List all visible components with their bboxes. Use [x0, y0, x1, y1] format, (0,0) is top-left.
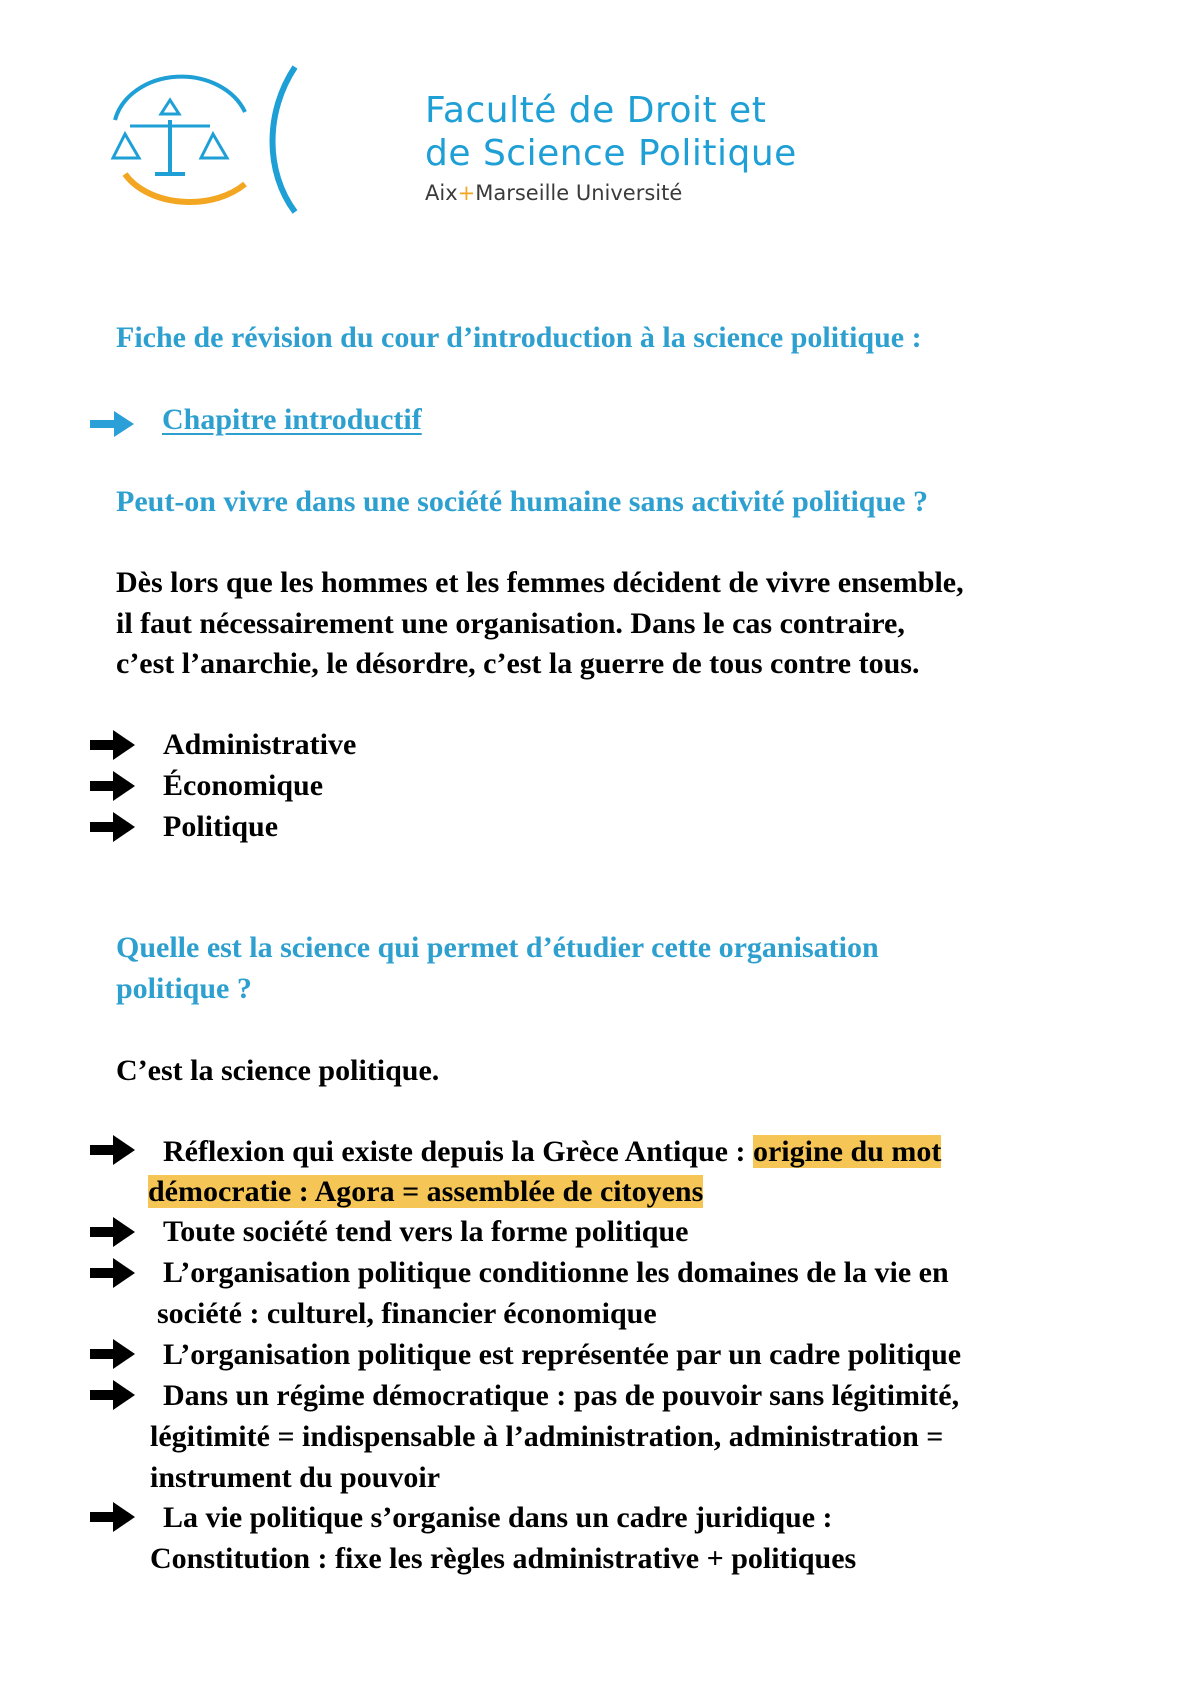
question-2-line: Quelle est la science qui permet d’étudier cette organisation: [116, 931, 879, 964]
logo-university: [425, 181, 682, 205]
list-item: Économique: [163, 769, 324, 802]
logo-univ-suffix: Marseille Université: [475, 181, 683, 205]
question-1: Peut-on vivre dans une société humaine sans activité politique ?: [116, 485, 928, 518]
arrow-right-icon: [88, 1378, 138, 1412]
bullet-5-line: légitimité = indispensable à l’administration, administration =: [150, 1420, 944, 1453]
bullet-4: L’organisation politique est représentée par un cadre politique: [163, 1338, 962, 1371]
logo-line-1: Faculté de Droit et: [425, 90, 767, 131]
bullet-1-text: Réflexion qui existe depuis la Grèce Antique :: [163, 1135, 753, 1168]
arrow-right-icon: [88, 1500, 138, 1534]
arrow-right-icon: [88, 1215, 138, 1249]
list-item: Politique: [163, 810, 279, 843]
scales-of-justice-icon: [95, 62, 405, 232]
chapter-heading: Chapitre introductif: [162, 403, 422, 436]
arrow-right-icon: [88, 1256, 138, 1290]
bullet-6-line: La vie politique s’organise dans un cadre juridique :: [163, 1501, 833, 1534]
bullet-1-line-1: [163, 1134, 941, 1170]
bullet-6-line: Constitution : fixe les règles administrative + politiques: [150, 1542, 857, 1575]
arrow-right-blue-icon: [88, 407, 138, 441]
bullet-3-line: L’organisation politique conditionne les domaines de la vie en: [163, 1256, 949, 1289]
arrow-right-icon: [88, 728, 138, 762]
document-title: Fiche de révision du cour d’introduction à la science politique :: [116, 321, 922, 354]
logo-line-2: de Science Politique: [425, 133, 797, 174]
bullet-5-line: Dans un régime démocratique : pas de pouvoir sans légitimité,: [163, 1379, 960, 1412]
answer: C’est la science politique.: [116, 1054, 440, 1087]
bullet-3-line: société : culturel, financier économique: [157, 1297, 657, 1330]
arrow-right-icon: [88, 769, 138, 803]
plus-icon: +: [457, 181, 476, 205]
list-item: Administrative: [163, 728, 357, 761]
bullet-5-line: instrument du pouvoir: [150, 1461, 441, 1494]
bullet-1-line-2: [148, 1174, 703, 1210]
arrow-right-icon: [88, 1133, 138, 1167]
highlight-origin: origine du mot: [752, 1135, 942, 1168]
paragraph-line: Dès lors que les hommes et les femmes décident de vivre ensemble,: [116, 566, 964, 599]
question-2-line: politique ?: [116, 972, 252, 1005]
paragraph-line: il faut nécessairement une organisation. Dans le cas contraire,: [116, 607, 905, 640]
bullet-2: Toute société tend vers la forme politique: [163, 1215, 689, 1248]
paragraph-line: c’est l’anarchie, le désordre, c’est la guerre de tous contre tous.: [116, 647, 920, 680]
logo-univ-prefix: Aix: [425, 181, 458, 205]
highlight-democratie: démocratie : Agora = assemblée de citoyens: [148, 1175, 704, 1208]
faculty-logo: [95, 62, 797, 232]
arrow-right-icon: [88, 810, 138, 844]
arrow-right-icon: [88, 1337, 138, 1371]
